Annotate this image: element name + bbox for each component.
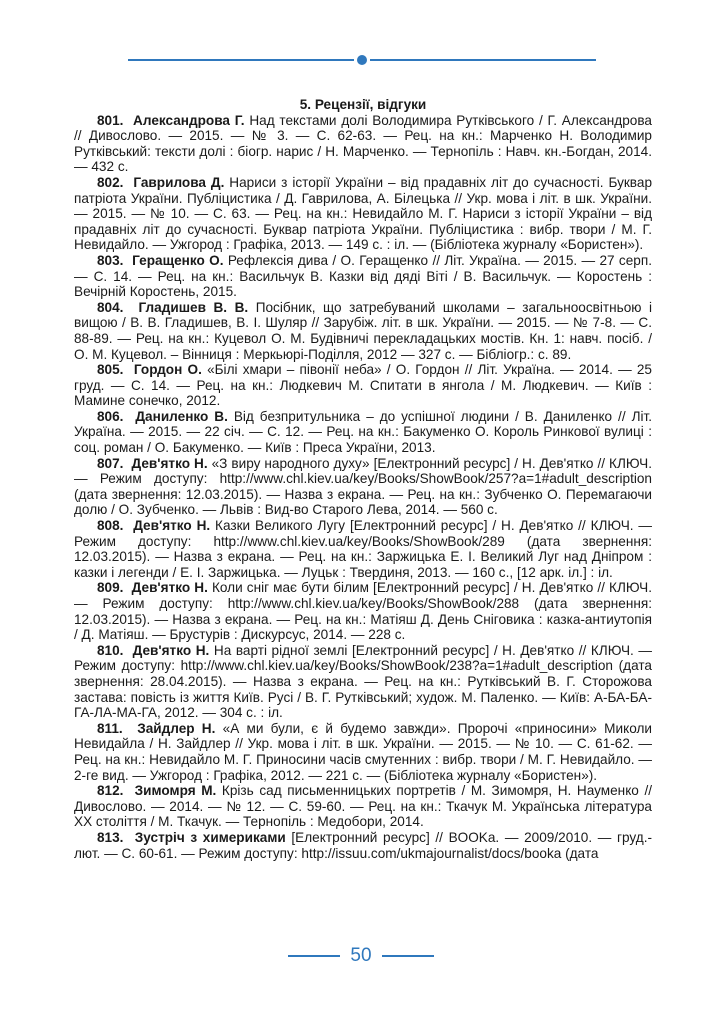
entry-author: Дев'ятко Н. (133, 518, 211, 534)
entry-author: Гладишев В. В. (138, 299, 249, 315)
entry-author: Гаврилова Д. (133, 174, 225, 190)
entry-number: 801. (97, 112, 124, 128)
entry-text: «А ми були, є й будемо завжди». Пророчі «приносини» Миколи Невидайла / Н. Зайдлер // Укр. мова і літ. в шк. України. — 2015. — № 10. — С. 61-62. — Рец. на кн.: Невидайло М. Г. Приносини часів смутенних : вибр. твори / М. Г. Невидайло. — 2-ге вид. — Ужгород : Графіка, 2012. — 221 с. — (Бібліотека журналу «Бористен»). (74, 720, 652, 783)
entry-number: 809. (97, 580, 124, 596)
entry-text: Крізь сад письменницьких портретів / М. Зимомря, Н. Науменко // Дивослово. — 2014. — № 12. — С. 59-60. — Рец. на кн.: Ткачук М. Українська література XX століття / М. Ткачук. — Тернопіль : Медобори, 2014. (74, 783, 652, 830)
entry-author: Дев'ятко Н. (132, 642, 210, 658)
bibliography-list (74, 113, 652, 862)
bibliography-entry (74, 113, 652, 175)
bibliography-entry (74, 580, 652, 642)
entry-text: Коли сніг має бути білим [Електронний ресурс] / Н. Дев'ятко // КЛЮЧ. — Режим доступу: http://www.chl.kiev.ua/key/Books/ShowBook/288 (дата звернення: 12.03.2015). — Назва з екрана. — Рец. на кн.: Матіяш Д. День Сніговика : казка-антиутопія / Д. Матіяш. — Брустурів : Дискурсус, 2014. — 228 с. (74, 580, 652, 643)
entry-number: 807. (97, 455, 124, 471)
ornament-dot (357, 55, 367, 65)
entry-number: 806. (97, 408, 124, 424)
entry-number: 812. (97, 783, 124, 799)
entry-text: Над текстами долі Володимира Рутківського / Г. Александрова // Дивослово. — 2015. — № 3. — С. 62-63. — Рец. на кн.: Марченко Н. Володимир Рутківський: тексти долі : біогр. нарис / Н. Марченко. — Тернопіль : Навч. кн.-Богдан, 2014. — 432 с. (74, 112, 652, 175)
entry-number: 813. (97, 829, 124, 845)
ornament-line-right (370, 59, 596, 61)
page-footer (0, 944, 722, 968)
bibliography-entry (74, 721, 652, 783)
bibliography-entry (74, 643, 652, 721)
entry-author: Зустріч з химериками (134, 829, 286, 845)
entry-number: 803. (97, 252, 124, 268)
bibliography-entry (74, 830, 652, 861)
bibliography-entry (74, 253, 652, 300)
entry-number: 804. (97, 299, 124, 315)
entry-author: Геращенко О. (132, 252, 224, 268)
entry-text: Від безпритульника – до успішної людини / В. Даниленко // Літ. Україна. — 2015. — 22 січ. — С. 12. — Рец. на кн.: Бакуменко О. Король Ринкової вулиці : соц. роман / О. Бакуменко. — Київ : Преса України, 2013. (74, 408, 652, 456)
entry-number: 810. (97, 642, 124, 658)
entry-text: Казки Великого Лугу [Електронний ресурс] / Н. Дев'ятко // КЛЮЧ. — Режим доступу: http://www.chl.kiev.ua/key/Books/ShowBook/289 (дата звернення: 12.03.2015). — Назва з екрана. — Рец. на кн.: Заржицька Е. І. Великий Луг над Дніпром : казки і легенди / Е. І. Заржицька. — Луцьк : Твердиня, 2013. — 160 с., [12 арк. іл.] : іл. (74, 518, 652, 580)
entry-text: На варті рідної землі [Електронний ресурс] / Н. Дев'ятко // КЛЮЧ. — Режим доступу: http://www.chl.kiev.ua/key/Books/ShowBook/238?a=1#adult_description (дата звернення: 28.04.2015). — Назва з екрана. — Рец. на кн.: Рутківський В. Г. Сторожова застава: повість із життя Київ. Русі / В. Г. Рутківський; худож. М. Паленко. — Київ: А-БА-БА-ГА-ЛА-МА-ГА, 2012. — 304 с. : іл. (74, 642, 652, 721)
footer-line-right (382, 955, 434, 957)
footer-line-left (288, 955, 340, 957)
section-title: 5. Рецензії, відгуки (299, 97, 427, 112)
entry-author: Даниленко В. (135, 408, 228, 424)
entry-text: Посібник, що затребуваний школами – загальноосвітньою і вищою / В. В. Гладишев, В. І. Шуляр // Зарубіж. літ. в шк. України. — 2015. — № 7-8. — С. 88-89. — Рец. на кн.: Куцевол О. М. Будівничі перекладацьких мостів. Кн. 1: навч. посіб. / О. М. Куцевол. – Вінниця : Меркьюрі-Поділля, 2012 — 327 с. — Бібліогр.: с. 89. (74, 299, 653, 362)
ornament-line-left (128, 59, 354, 61)
entry-author: Дев'ятко Н. (131, 580, 208, 596)
entry-text: Нариси з історії України – від прадавніх літ до сучасності. Буквар патріота України. Публіцистика / Д. Гаврилова, А. Білецька // Укр. мова і літ. в шк. України. — 2015. — № 10. — С. 63. — Рец. на кн.: Невидайло М. Г. Нариси з історії України – від прадавніх літ до сучасності. Буквар патріота України. Публіцистика : вибр. твори / М. Г. Невидайло. — Ужгород : Графіка, 2013. — 149 с. : іл. — (Бібліотека журналу «Бористен»). (74, 174, 653, 253)
entry-number: 811. (97, 720, 123, 736)
entry-text: «Білі хмари – півонії неба» / О. Гордон // Літ. Україна. — 2014. — 25 груд. — С. 14. — Рец. на кн.: Людкевич М. Спитати в янгола / М. Людкевич. — Київ : Мамине сонечко, 2012. (74, 362, 652, 409)
bibliography-entry (74, 456, 652, 518)
entry-author: Гордон О. (133, 362, 202, 378)
entry-author: Зимомря М. (134, 783, 217, 799)
entry-text: «З виру народного духу» [Електронний ресурс] / Н. Дев'ятко // КЛЮЧ. — Режим доступу: http://www.chl.kiev.ua/key/Books/ShowBook/257?a=1#adult_description (дата звернення: 12.03.2015). — Назва з екрана. — Рец. на кн.: Зубченко О. Перемагаючи долю / О. Зубченко. — Львів : Вид-во Старого Лева, 2014. — 560 с. (74, 455, 652, 518)
entry-number: 802. (97, 174, 124, 190)
entry-author: Зайдлер Н. (137, 720, 216, 736)
bibliography-entry (74, 175, 652, 253)
bibliography-entry (74, 409, 652, 456)
bibliography-entry (74, 783, 652, 830)
page-body (74, 97, 652, 861)
entry-number: 808. (97, 518, 124, 534)
entry-text: [Електронний ресурс] // BOOKа. — 2009/2010. — груд.-лют. — С. 60-61. — Режим доступу: http://issuu.com/ukmajournalist/docs/booka (дата (74, 829, 652, 861)
entry-author: Дев'ятко Н. (131, 455, 208, 471)
entry-number: 805. (97, 362, 124, 378)
page-number: 50 (350, 945, 372, 966)
bibliography-entry (74, 300, 652, 362)
header-ornament (128, 55, 596, 65)
bibliography-entry (74, 518, 652, 580)
entry-author: Александрова Г. (133, 112, 245, 128)
entry-text: Рефлексія дива / О. Геращенко // Літ. Україна. — 2015. — 27 серп. — С. 14. — Рец. на кн.: Васильчук В. Казки від дяді Віті / В. Васильчук. — Коростень : Вечірній Коростень, 2015. (74, 252, 652, 300)
bibliography-entry (74, 362, 652, 409)
